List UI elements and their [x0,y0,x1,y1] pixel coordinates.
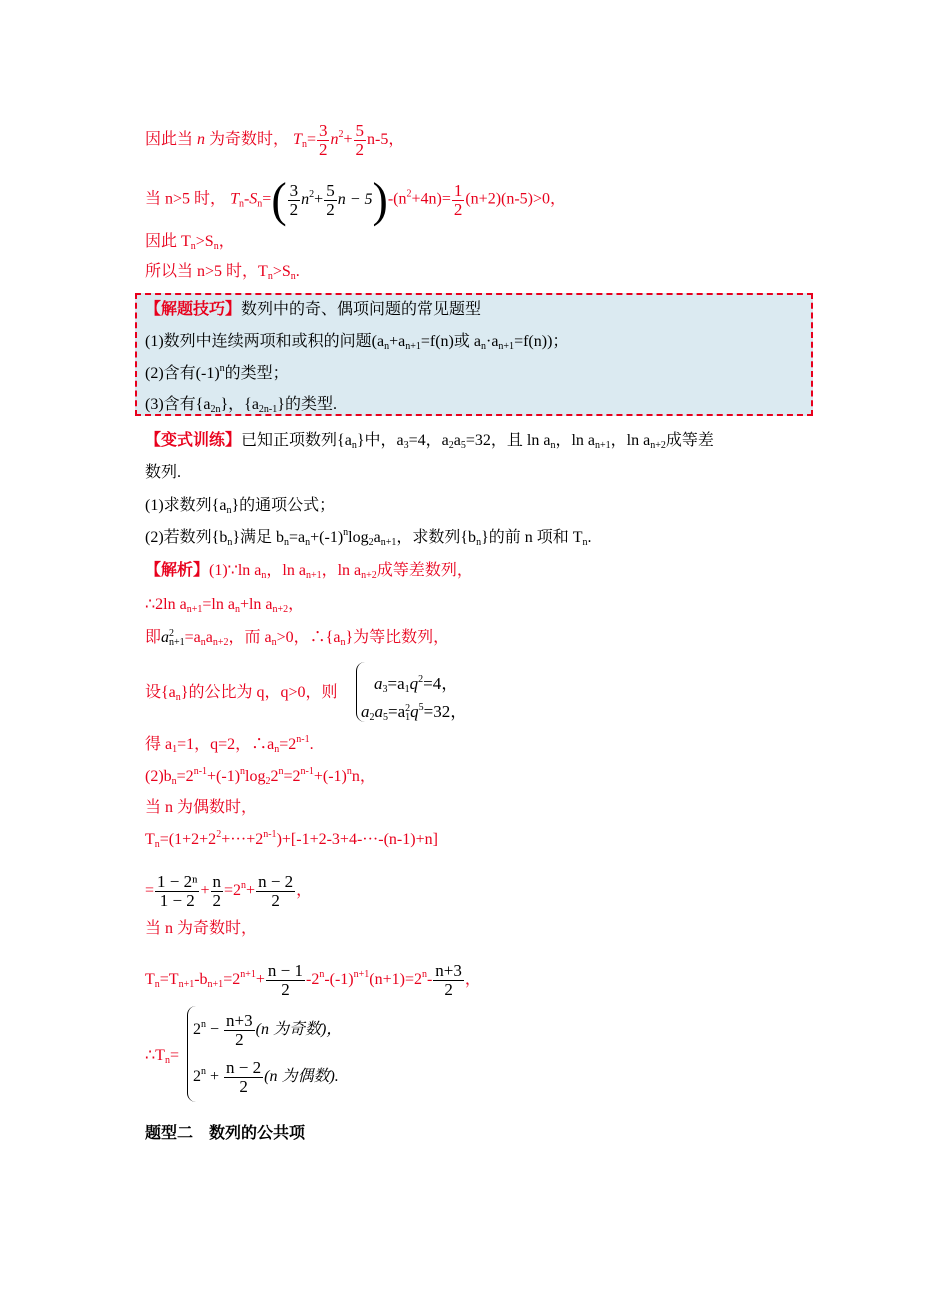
superscript: n+1 [353,969,370,981]
var-n: n [197,131,206,149]
subscript: n [582,537,588,548]
text: =T [159,971,179,989]
superscript: 2 [418,674,424,685]
superscript: 2 [338,129,344,141]
denominator: 2 [453,199,463,219]
text: }的通项公式； [231,497,336,514]
text: =1，q=2，∴a [177,736,275,753]
condition: n>5 [165,190,191,208]
text: +(-1) [310,529,344,546]
solution-line-1 [145,561,473,581]
fraction [288,182,301,219]
superscript: n+1 [240,969,256,981]
text: 当 [145,190,162,208]
text: a [453,432,461,449]
text: ， [296,882,313,900]
subscript: n [234,604,240,615]
subscript: 2n-1 [258,404,278,415]
exercise-question-2 [145,528,592,548]
superscript: 2 [406,188,412,200]
text: +4n)= [411,190,451,208]
denominator: 1 − 2 [159,891,195,910]
text: =2 [176,768,194,785]
text: =a [388,702,406,721]
superscript: n-1 [263,829,277,840]
numerator: n+3 [226,1011,253,1030]
var-n: n [301,190,310,208]
text: n， [351,768,376,785]
numerator: 5 [355,121,364,140]
subscript: 2n [210,404,221,415]
numerator: n − 2 [258,872,294,891]
plus: + [343,131,353,149]
denominator: 2 [355,140,364,159]
subscript: n [305,537,311,548]
text: )+[-1+2-3+4-···-(n-1)+n] [276,831,438,848]
superscript: n [241,880,247,892]
exercise-question-1 [145,496,335,516]
line-difference [145,172,567,227]
numerator: n − 1 [267,961,303,980]
subscript: 2 [368,537,374,548]
text: n-5， [367,131,405,149]
text: . [587,529,592,546]
subscript: 2 [448,440,454,451]
tip-title: 数列中的奇、偶项问题的常见题型 [241,301,482,318]
equals: = [145,882,155,900]
denominator: 2 [281,980,290,999]
text: (1)求数列{a [145,497,227,514]
text: =32， [423,702,468,721]
text: ，ln a [610,432,651,449]
text: +(-1) [207,768,241,785]
text: 因此当 [145,131,194,149]
fraction [452,182,465,219]
subscript: n [175,692,181,703]
numerator: 3 [318,121,328,140]
numerator: n [212,872,222,891]
subscript: n [550,440,556,451]
text: =a [387,674,405,693]
text: -b [194,971,208,989]
text: =2 [283,768,301,785]
text: =ln a [202,596,235,613]
fraction [224,1012,255,1049]
equals: = [306,131,316,149]
text: }为等比数列， [345,629,450,646]
text: +(-1) [313,768,347,785]
line-odd-sum [145,122,404,159]
superscript: 2 [309,188,315,200]
fraction [354,122,367,159]
solution-line-8 [145,830,438,850]
numerator: 1 − 2ⁿ [157,872,198,891]
denominator: 2 [326,199,335,219]
text: ，而 a [228,629,272,646]
condition: (n 为奇数)， [255,1021,343,1039]
text: =2 [223,971,241,989]
numerator: 5 [326,180,335,200]
fraction [224,1059,263,1096]
text: ， [464,971,481,989]
subscript: n [227,537,233,548]
superscript: n [343,527,349,538]
tip-label: 【解题技巧】 [145,301,242,318]
text: 所以当 n>5 时，T [145,263,268,280]
subscript: n+1 [380,537,397,548]
exercise-line-1 [145,431,714,451]
text: 设{a [145,684,176,701]
text: -(n [387,190,407,208]
text: =4，a [408,432,449,449]
var-a: a [361,702,370,721]
solution-line-12 [145,1046,179,1066]
text: ·a [485,333,499,350]
exercise-line-2 [145,463,181,483]
solution-line-10 [145,919,257,939]
subscript: 2 [369,712,375,723]
subscript: n [190,241,196,252]
text: 2 [193,1021,201,1039]
superscript: n [319,969,325,981]
denominator: 2 [212,891,222,910]
subscript: n [274,744,280,755]
piecewise-case-odd [193,1012,342,1049]
equals: = [262,190,272,208]
subscript: n+1 [405,341,421,352]
subscript: n [271,637,277,648]
text: >S [195,233,214,250]
subscript: n [301,139,307,151]
numerator: n − 2 [226,1058,262,1077]
subscript: n+1 [178,979,195,991]
subscript: n [351,440,357,451]
numerator: 1 [453,180,463,200]
subscript: n+1 [595,440,611,451]
text: log [348,529,369,546]
text: ，ln a [321,562,362,579]
line-conclusion-2 [145,262,300,282]
tip-item-3 [145,395,337,415]
text: + [206,1068,224,1086]
text: ∴T [145,1047,165,1064]
text: 因此 T [145,233,191,250]
text: =32，且 ln a [465,432,551,449]
subscript: n [261,570,267,581]
superscript: n [278,766,284,777]
superscript: n-1 [296,734,310,745]
superscript: n [346,766,352,777]
piecewise-case-even [193,1059,339,1096]
var-S: -S [243,190,258,208]
superscript: 5 [418,702,424,713]
solution-line-7 [145,798,257,818]
subscript: n [257,198,263,210]
subscript: n [340,637,346,648]
text: . [309,736,314,753]
text: 成等差数列， [376,562,473,579]
subscript: 5 [460,440,466,451]
subscript: n [164,1055,170,1066]
text: T [145,971,155,989]
subscript: 3 [403,440,409,451]
text: =2 [279,736,297,753]
subscript: n [238,198,244,210]
section-heading: 题型二 数列的公共项 [145,1123,306,1142]
text: +a [389,333,406,350]
subscript: n [154,979,160,991]
subscript: n+2 [361,570,377,581]
text: ∴2ln a [145,596,187,613]
text: (1)数列中连续两项和或积的问题(a [145,333,385,350]
superscript: n [201,1019,206,1031]
text: =a [184,629,201,646]
fraction [324,182,337,219]
superscript: n [201,1066,206,1078]
plus: + [200,882,210,900]
subscript: n [226,505,232,516]
text: 2 [193,1068,201,1086]
plus: + [246,882,256,900]
subscript: 5 [383,712,388,723]
text: +···+2 [221,831,264,848]
text: }的类型. [277,396,337,413]
text: 得 a [145,736,173,753]
subscript: n [290,271,296,282]
text: }满足 b [232,529,285,546]
superscript: 2 [216,829,222,840]
var-a: a [374,674,383,693]
text: 当 n 为奇数时， [145,920,258,937]
text: -2 [305,971,320,989]
text: }的前 n 项和 T [481,529,583,546]
superscript: n-1 [193,766,208,777]
fraction [211,873,224,910]
text: =f(n)或 a [420,333,481,350]
system-eq-1 [374,669,458,694]
superscript: 2 [169,628,175,640]
superscript: n [219,363,225,374]
text: >0，∴{a [276,629,341,646]
text: }中，a [356,432,404,449]
subscript: 1 [404,684,410,695]
var-n: n [330,131,339,149]
superscript: n [240,766,246,777]
fraction [317,122,330,159]
text: =2 [224,882,242,900]
text: 的类型； [224,365,289,382]
text: (2)若数列{b [145,529,228,546]
superscript: 2 [405,703,411,715]
numerator: 3 [289,180,299,200]
text: (3)含有{a [145,396,211,413]
subscript: 1 [405,712,411,724]
text: ，ln a [555,432,595,449]
solution-line-11 [145,962,481,999]
denominator: 2 [318,140,328,159]
text: 成等差 [665,432,714,449]
solution-line-2 [145,595,304,615]
text: ， [288,596,305,613]
text: a [205,629,213,646]
fraction [433,962,464,999]
text: ，求数列{b [396,529,477,546]
expr: n − 5 [337,190,373,208]
text: =4， [423,674,459,693]
text: 数列. [145,464,182,481]
text: (1)∵ln a [209,562,262,579]
text: T [145,831,155,848]
fraction [256,873,295,910]
solution-line-5 [145,735,314,755]
text: 已知正项数列{a [241,432,352,449]
text: (2)含有(-1) [145,365,220,382]
subscript: n [171,776,177,787]
text: =(1+2+2 [159,831,217,848]
text: (2)b [145,768,172,785]
subscript: 2 [265,776,271,787]
text: }，{a [220,396,259,413]
text: (n+1)=2 [369,971,422,989]
subscript: n [200,637,206,648]
subscript: n [154,839,160,850]
var-q: q [409,674,419,693]
text: +ln a [239,596,273,613]
solution-line-3 [145,628,449,648]
fraction [266,962,305,999]
denominator: 2 [235,1030,244,1049]
tip-item-2 [145,364,289,384]
subscript: 1 [172,744,178,755]
text: =f(n))； [514,333,569,350]
text: =a [289,529,306,546]
var-a: a [161,629,170,646]
subscript: n [284,537,290,548]
solution-label: 【解析】 [145,562,210,579]
subscript: n+2 [272,604,289,615]
subscript: n+1 [498,341,515,352]
line-conclusion-1 [145,232,235,252]
text: = [169,1047,179,1064]
subscript: n+1 [186,604,203,615]
text: 当 n 为偶数时， [145,799,258,816]
var-T: T [293,131,302,149]
system-eq-2 [361,697,467,722]
subscript: n [480,341,486,352]
text: ，ln a [266,562,306,579]
subscript: n [476,537,482,548]
denominator: 2 [444,980,453,999]
text: 即 [145,629,162,646]
text: 2 [270,768,279,785]
text: 为奇数时， [209,131,290,149]
denominator: 2 [289,199,299,219]
subscript: n [213,241,219,252]
text: 时， [194,190,227,208]
text: . [295,263,300,280]
solution-line-4 [145,683,338,703]
subscript: n+1 [169,637,185,649]
right-paren: ) [372,172,388,227]
subscript: n [267,271,273,282]
subscript: n+2 [650,440,666,451]
text: - [426,971,433,989]
plus: + [314,190,324,208]
denominator: 2 [271,891,280,910]
subscript: n+1 [305,570,322,581]
denominator: 2 [239,1077,248,1096]
text: log [245,768,266,785]
exercise-label: 【变式训练】 [145,432,242,449]
subscript: 3 [382,684,388,695]
solution-line-9 [145,873,312,910]
tip-item-1 [145,332,568,352]
tip-box [135,293,813,416]
text: − [206,1021,224,1039]
var-q: q [410,702,419,721]
tip-title-line [145,300,481,320]
var-T: T [230,190,239,208]
text: a [373,529,381,546]
text: }的公比为 q，q>0，则 [180,684,338,701]
subscript: n [384,341,390,352]
fraction [155,873,199,910]
text: (n+2)(n-5)>0， [465,190,567,208]
text: -(-1) [324,971,354,989]
subscript: n+2 [212,637,229,648]
var-a: a [374,702,383,721]
superscript: n-1 [300,766,314,777]
subscript: n+1 [207,979,224,991]
superscript: n [421,969,427,981]
condition: (n 为偶数). [264,1068,339,1086]
numerator: n+3 [435,961,462,980]
plus: + [255,971,265,989]
solution-line-6 [145,767,376,787]
text: ， [218,233,235,250]
left-paren: ( [271,172,287,227]
text: >S [272,263,291,280]
